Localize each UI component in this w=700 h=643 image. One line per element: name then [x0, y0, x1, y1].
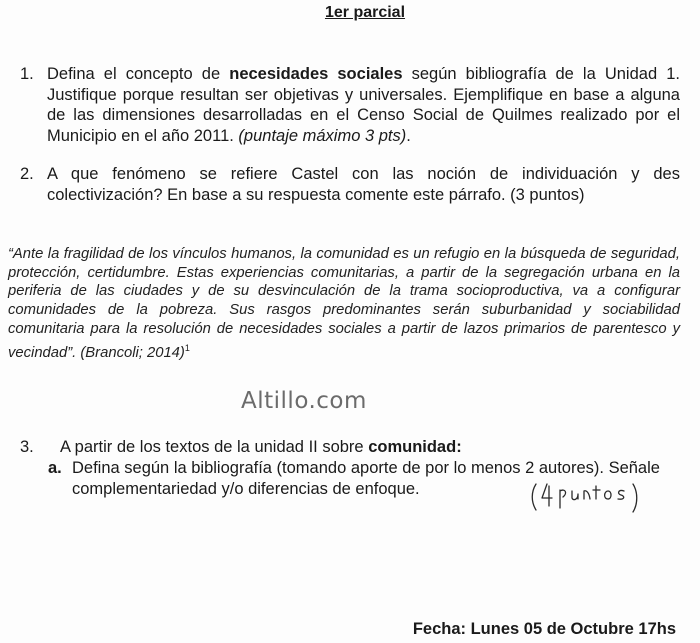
question-1-text-start: Defina el concepto de [47, 65, 230, 83]
question-1-text [47, 64, 680, 146]
question-2-number: 2. [20, 165, 34, 183]
watermark: Altillo.com [241, 388, 367, 414]
question-1-number: 1. [20, 65, 34, 83]
question-1-text-body: según bibliografía de la Unidad 1. Justifique porque resultan ser objetivas y universales. Ejemplifique en base a alguna de las dimensiones desarrolladas en el Censo Social de Quilmes realizado por el Municipio en el año 2011. [47, 65, 680, 145]
question-1-score: (puntaje máximo 3 pts) [238, 126, 407, 145]
subitem-text: Defina según la bibliografía (tomando aporte de por lo menos 2 autores). Señale complementariedad y/o diferencias de enfoque. [72, 459, 660, 498]
question-2 [20, 164, 680, 206]
question-3-text-start: A partir de los textos de la unidad II sobre [60, 438, 369, 456]
exam-date: Fecha: Lunes 05 de Octubre 17hs [412, 620, 676, 638]
handwritten-score-note [530, 478, 642, 522]
question-3-text [60, 437, 680, 458]
quote-text: “Ante la fragilidad de los vínculos humanos, la comunidad es un refugio en la búsqueda de seguridad, protección, certidumbre. Estas experiencias comunitarias, a partir de la segregación urbana en la periferia de las ciudades y de su desvinculación de la trama socioproductiva, va a configurar comunidades de la pobreza. Sus rasgos predominantes serán suburbanidad y sociabilidad comunitaria para la resolución de necesidades sociales a partir de lazos primarios de parentesco y vecindad”. (Brancoli; 2014) [8, 246, 680, 361]
question-1-key-term: necesidades sociales [229, 65, 403, 83]
footnote-mark: 1 [184, 342, 190, 353]
quoted-paragraph [8, 245, 680, 362]
question-3-key-term: comunidad: [368, 438, 462, 456]
question-3-number: 3. [20, 438, 34, 456]
subitem-bullet: a. [48, 459, 62, 477]
page-title: 1er parcial [324, 4, 406, 21]
question-3 [20, 437, 680, 457]
question-1 [20, 64, 680, 146]
question-1-end: . [406, 126, 411, 145]
question-2-text: A que fenómeno se refiere Castel con las noción de individuación y des colectivización? En base a su respuesta comente este párrafo. (3 puntos) [47, 165, 680, 204]
